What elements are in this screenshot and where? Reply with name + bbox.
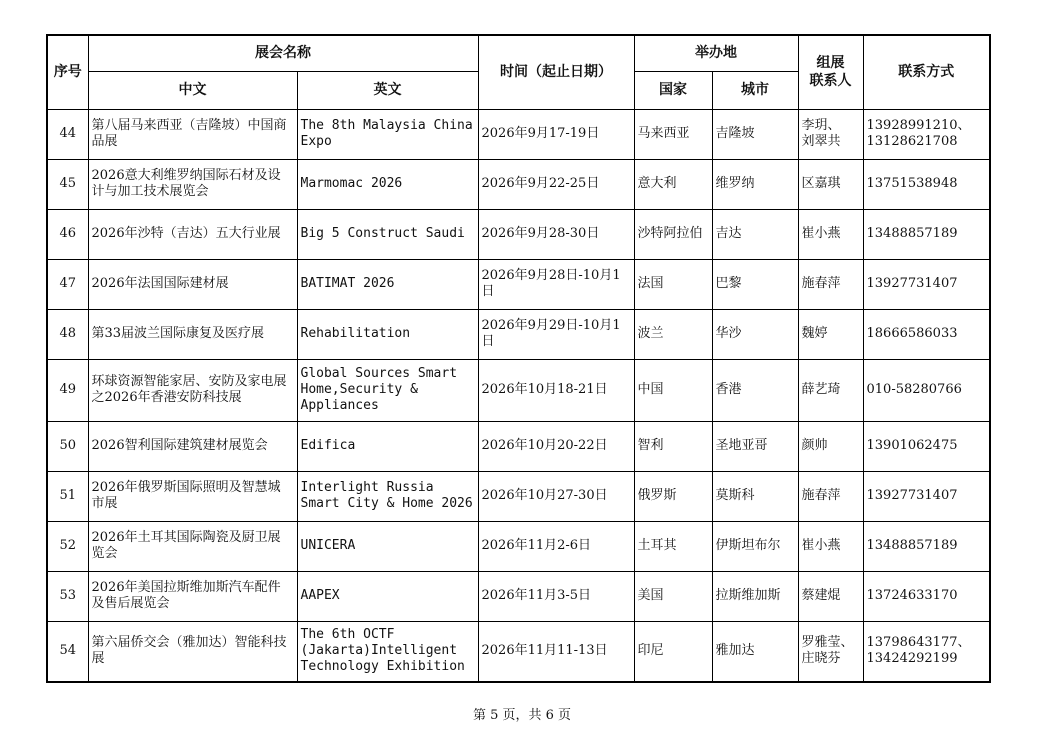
cell-city: 圣地亚哥 <box>712 421 798 471</box>
header-contact: 联系方式 <box>863 35 990 109</box>
cell-country: 美国 <box>634 571 712 621</box>
cell-contact-person: 施春萍 <box>798 471 863 521</box>
cell-en-name: UNICERA <box>297 521 478 571</box>
cell-cn-name: 2026年沙特（吉达）五大行业展 <box>88 209 297 259</box>
cell-no: 45 <box>47 159 88 209</box>
cell-contact-person: 薛艺琦 <box>798 359 863 421</box>
cell-en-name: Rehabilitation <box>297 309 478 359</box>
cell-contact-person: 崔小燕 <box>798 209 863 259</box>
cell-en-name: Interlight Russia Smart City & Home 2026 <box>297 471 478 521</box>
cell-contact-person: 区嘉琪 <box>798 159 863 209</box>
cell-country: 中国 <box>634 359 712 421</box>
cell-en-name: The 8th Malaysia China Expo <box>297 109 478 159</box>
cell-date: 2026年9月22-25日 <box>478 159 634 209</box>
cell-city: 吉隆坡 <box>712 109 798 159</box>
cell-city: 雅加达 <box>712 621 798 682</box>
cell-date: 2026年9月29日-10月1日 <box>478 309 634 359</box>
cell-date: 2026年9月28-30日 <box>478 209 634 259</box>
cell-en-name: AAPEX <box>297 571 478 621</box>
expo-table <box>46 34 991 683</box>
cell-country: 波兰 <box>634 309 712 359</box>
cell-date: 2026年10月20-22日 <box>478 421 634 471</box>
cell-no: 44 <box>47 109 88 159</box>
cell-phone: 13488857189 <box>863 209 990 259</box>
cell-city: 吉达 <box>712 209 798 259</box>
cell-no: 54 <box>47 621 88 682</box>
cell-cn-name: 2026年美国拉斯维加斯汽车配件及售后展览会 <box>88 571 297 621</box>
cell-country: 法国 <box>634 259 712 309</box>
cell-country: 沙特阿拉伯 <box>634 209 712 259</box>
cell-phone: 13901062475 <box>863 421 990 471</box>
header-en: 英文 <box>297 71 478 109</box>
cell-phone: 13724633170 <box>863 571 990 621</box>
header-city: 城市 <box>712 71 798 109</box>
cell-country: 马来西亚 <box>634 109 712 159</box>
cell-contact-person: 颜帅 <box>798 421 863 471</box>
cell-no: 47 <box>47 259 88 309</box>
cell-no: 46 <box>47 209 88 259</box>
cell-phone: 13488857189 <box>863 521 990 571</box>
cell-phone: 13927731407 <box>863 259 990 309</box>
cell-no: 52 <box>47 521 88 571</box>
cell-country: 印尼 <box>634 621 712 682</box>
header-date: 时间（起止日期） <box>478 35 634 109</box>
cell-en-name: BATIMAT 2026 <box>297 259 478 309</box>
cell-date: 2026年9月28日-10月1日 <box>478 259 634 309</box>
cell-en-name: Edifica <box>297 421 478 471</box>
cell-contact-person: 施春萍 <box>798 259 863 309</box>
header-venue: 举办地 <box>634 35 798 71</box>
cell-city: 伊斯坦布尔 <box>712 521 798 571</box>
cell-en-name: The 6th OCTF (Jakarta)Intelligent Technology Exhibition <box>297 621 478 682</box>
header-country: 国家 <box>634 71 712 109</box>
cell-city: 拉斯维加斯 <box>712 571 798 621</box>
cell-cn-name: 2026年法国国际建材展 <box>88 259 297 309</box>
header-organizer: 组展 联系人 <box>798 35 863 109</box>
cell-date: 2026年11月2-6日 <box>478 521 634 571</box>
header-cn: 中文 <box>88 71 297 109</box>
cell-no: 51 <box>47 471 88 521</box>
cell-city: 巴黎 <box>712 259 798 309</box>
cell-phone: 13927731407 <box>863 471 990 521</box>
cell-en-name: Marmomac 2026 <box>297 159 478 209</box>
cell-city: 香港 <box>712 359 798 421</box>
table-row <box>47 159 990 209</box>
table-row <box>47 621 990 682</box>
cell-country: 智利 <box>634 421 712 471</box>
cell-cn-name: 2026年土耳其国际陶瓷及厨卫展览会 <box>88 521 297 571</box>
cell-cn-name: 第八届马来西亚（吉隆坡）中国商品展 <box>88 109 297 159</box>
cell-phone: 13928991210、 13128621708 <box>863 109 990 159</box>
cell-phone: 18666586033 <box>863 309 990 359</box>
table-row <box>47 521 990 571</box>
cell-date: 2026年10月18-21日 <box>478 359 634 421</box>
cell-city: 维罗纳 <box>712 159 798 209</box>
cell-date: 2026年11月11-13日 <box>478 621 634 682</box>
cell-no: 48 <box>47 309 88 359</box>
cell-contact-person: 崔小燕 <box>798 521 863 571</box>
cell-en-name: Global Sources Smart Home,Security & Appliances <box>297 359 478 421</box>
table-row <box>47 471 990 521</box>
cell-contact-person: 李玥、 刘翠共 <box>798 109 863 159</box>
cell-phone: 13751538948 <box>863 159 990 209</box>
table-row <box>47 359 990 421</box>
cell-no: 49 <box>47 359 88 421</box>
table-body <box>47 109 990 682</box>
cell-city: 莫斯科 <box>712 471 798 521</box>
cell-contact-person: 蔡建焜 <box>798 571 863 621</box>
header-no: 序号 <box>47 35 88 109</box>
cell-cn-name: 2026智利国际建筑建材展览会 <box>88 421 297 471</box>
cell-date: 2026年10月27-30日 <box>478 471 634 521</box>
cell-country: 意大利 <box>634 159 712 209</box>
table-row <box>47 259 990 309</box>
cell-cn-name: 环球资源智能家居、安防及家电展之2026年香港安防科技展 <box>88 359 297 421</box>
cell-en-name: Big 5 Construct Saudi <box>297 209 478 259</box>
header-expo-name: 展会名称 <box>88 35 478 71</box>
cell-cn-name: 第33届波兰国际康复及医疗展 <box>88 309 297 359</box>
table-row <box>47 209 990 259</box>
cell-no: 53 <box>47 571 88 621</box>
cell-date: 2026年9月17-19日 <box>478 109 634 159</box>
page-footer: 第 5 页，共 6 页 <box>472 708 572 723</box>
cell-city: 华沙 <box>712 309 798 359</box>
cell-date: 2026年11月3-5日 <box>478 571 634 621</box>
table-header <box>47 35 990 109</box>
cell-phone: 13798643177、 13424292199 <box>863 621 990 682</box>
cell-contact-person: 罗雅莹、 庄晓芬 <box>798 621 863 682</box>
cell-no: 50 <box>47 421 88 471</box>
cell-cn-name: 2026年俄罗斯国际照明及智慧城市展 <box>88 471 297 521</box>
cell-cn-name: 2026意大利维罗纳国际石材及设计与加工技术展览会 <box>88 159 297 209</box>
cell-cn-name: 第六届侨交会（雅加达）智能科技展 <box>88 621 297 682</box>
cell-country: 俄罗斯 <box>634 471 712 521</box>
cell-contact-person: 魏婷 <box>798 309 863 359</box>
cell-country: 土耳其 <box>634 521 712 571</box>
table-row <box>47 109 990 159</box>
table-row <box>47 421 990 471</box>
cell-phone: 010-58280766 <box>863 359 990 421</box>
table-row <box>47 309 990 359</box>
table-row <box>47 571 990 621</box>
